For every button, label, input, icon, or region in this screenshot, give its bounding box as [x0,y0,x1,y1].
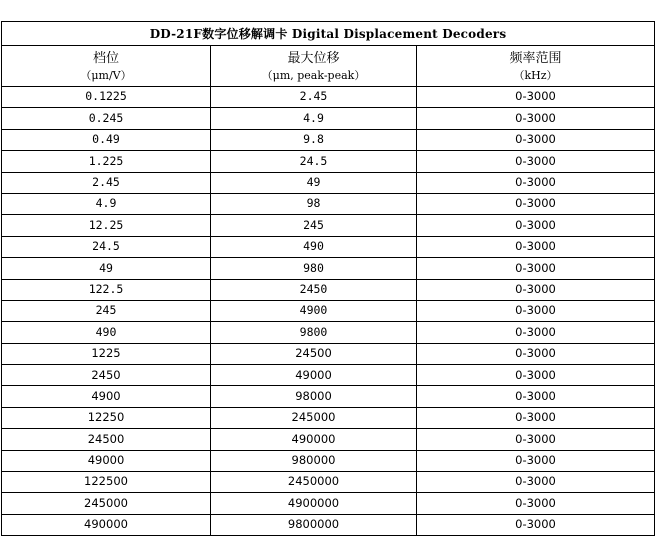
table-row [2,407,655,428]
cell-gear: 490 [2,322,211,343]
cell-max-displacement: 245000 [211,407,417,428]
cell-max-displacement: 49 [211,172,417,193]
column-header-gear [2,46,211,87]
cell-max-displacement: 2450 [211,279,417,300]
cell-gear: 122500 [2,472,211,493]
cell-frequency-range: 0-3000 [417,258,655,279]
cell-max-displacement: 2.45 [211,87,417,108]
table-row [2,108,655,129]
table-row [2,343,655,364]
cell-frequency-range: 0-3000 [417,172,655,193]
cell-frequency-range: 0-3000 [417,429,655,450]
table-row [2,300,655,321]
cell-gear: 24.5 [2,236,211,257]
cell-frequency-range: 0-3000 [417,279,655,300]
cell-gear: 0.245 [2,108,211,129]
table-row [2,472,655,493]
table-row [2,386,655,407]
table-row [2,493,655,514]
column-header-max-displacement [211,46,417,87]
cell-gear: 0.1225 [2,87,211,108]
column-header-gear-label: 档位 [92,50,119,66]
cell-max-displacement: 490000 [211,429,417,450]
cell-max-displacement: 9.8 [211,129,417,150]
cell-gear: 49 [2,258,211,279]
cell-max-displacement: 98 [211,193,417,214]
cell-max-displacement: 4.9 [211,108,417,129]
cell-frequency-range: 0-3000 [417,322,655,343]
cell-gear: 1225 [2,343,211,364]
column-header-max-displacement-label: 最大位移 [287,50,340,66]
cell-gear: 2.45 [2,172,211,193]
table-row [2,236,655,257]
cell-frequency-range: 0-3000 [417,151,655,172]
table-body [2,87,655,536]
cell-frequency-range: 0-3000 [417,514,655,535]
cell-gear: 4.9 [2,193,211,214]
cell-frequency-range: 0-3000 [417,193,655,214]
column-header-gear-unit: （μm/V） [80,68,132,82]
table-row [2,322,655,343]
table-row [2,365,655,386]
cell-frequency-range: 0-3000 [417,407,655,428]
cell-frequency-range: 0-3000 [417,87,655,108]
table-row [2,129,655,150]
cell-frequency-range: 0-3000 [417,215,655,236]
decoder-spec-table [1,21,655,536]
cell-frequency-range: 0-3000 [417,129,655,150]
cell-max-displacement: 2450000 [211,472,417,493]
table-row [2,514,655,535]
cell-gear: 4900 [2,386,211,407]
cell-frequency-range: 0-3000 [417,472,655,493]
cell-max-displacement: 98000 [211,386,417,407]
table-row [2,215,655,236]
cell-frequency-range: 0-3000 [417,365,655,386]
cell-frequency-range: 0-3000 [417,343,655,364]
column-header-frequency-range-unit: （kHz） [513,68,558,82]
cell-gear: 24500 [2,429,211,450]
cell-frequency-range: 0-3000 [417,300,655,321]
table-row [2,193,655,214]
cell-max-displacement: 24.5 [211,151,417,172]
table-row [2,429,655,450]
cell-gear: 12250 [2,407,211,428]
cell-frequency-range: 0-3000 [417,108,655,129]
cell-max-displacement: 24500 [211,343,417,364]
cell-gear: 245000 [2,493,211,514]
column-header-frequency-range-label: 频率范围 [509,50,562,66]
cell-max-displacement: 9800 [211,322,417,343]
cell-gear: 12.25 [2,215,211,236]
table-row [2,450,655,471]
table-row [2,172,655,193]
cell-gear: 490000 [2,514,211,535]
cell-max-displacement: 9800000 [211,514,417,535]
cell-max-displacement: 245 [211,215,417,236]
cell-max-displacement: 980 [211,258,417,279]
table-row [2,151,655,172]
column-header-max-displacement-unit: （μm, peak-peak） [261,68,366,82]
cell-gear: 245 [2,300,211,321]
cell-max-displacement: 4900000 [211,493,417,514]
cell-max-displacement: 49000 [211,365,417,386]
cell-frequency-range: 0-3000 [417,236,655,257]
table-row [2,258,655,279]
table-row [2,279,655,300]
cell-max-displacement: 4900 [211,300,417,321]
table-title: DD-21F数字位移解调卡 Digital Displacement Decoders [2,22,655,46]
cell-max-displacement: 490 [211,236,417,257]
cell-frequency-range: 0-3000 [417,386,655,407]
title-row [2,22,655,46]
header-row [2,46,655,87]
cell-frequency-range: 0-3000 [417,450,655,471]
cell-gear: 49000 [2,450,211,471]
table-row [2,87,655,108]
cell-gear: 2450 [2,365,211,386]
cell-gear: 0.49 [2,129,211,150]
cell-max-displacement: 980000 [211,450,417,471]
cell-gear: 1.225 [2,151,211,172]
cell-frequency-range: 0-3000 [417,493,655,514]
column-header-frequency-range [417,46,655,87]
cell-gear: 122.5 [2,279,211,300]
